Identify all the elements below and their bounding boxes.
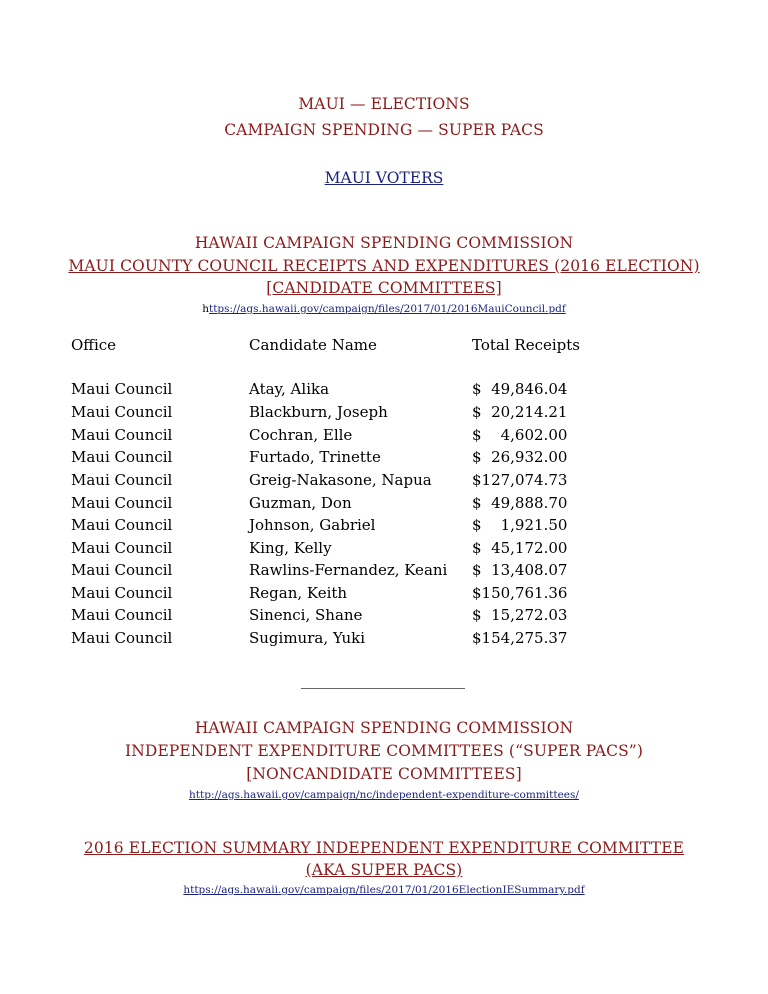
section2-title3: [NONCANDIDATE COMMITTEES] [246,765,522,783]
section1-title3: [CANDIDATE COMMITTEES] [266,279,502,297]
section3-title2: (AKA SUPER PACS) [305,861,463,879]
row-receipts: $ 1,921.50 [472,516,568,534]
section2-url-link[interactable]: http://ags.hawaii.gov/campaign/nc/independent-expenditure-committees/ [189,789,579,801]
maui-voters-link-wrap [0,169,768,187]
row-candidate: Sinenci, Shane [249,606,363,624]
row-candidate: Atay, Alika [249,380,330,398]
row-receipts: $ 49,846.04 [472,380,568,398]
row-candidate: Cochran, Elle [249,426,353,444]
row-office: Maui Council [71,494,173,512]
row-receipts: $ 20,214.21 [472,403,568,421]
row-receipts: $ 15,272.03 [472,606,568,624]
section-divider [301,688,465,689]
maui-voters-link[interactable]: MAUI VOTERS [324,169,444,187]
table-header-candidate: Candidate Name [249,336,377,354]
row-candidate: Sugimura, Yuki [249,629,366,647]
row-candidate: Rawlins-Fernandez, Keani [249,561,448,579]
row-receipts: $150,761.36 [472,584,568,602]
section1-url-link[interactable]: ttps://ags.hawaii.gov/campaign/files/2017/01/2016MauiCouncil.pdf [208,303,566,315]
row-office: Maui Council [71,403,173,421]
row-office: Maui Council [71,471,173,489]
row-candidate: Regan, Keith [249,584,348,602]
row-candidate: Guzman, Don [249,494,352,512]
row-office: Maui Council [71,426,173,444]
row-receipts: $127,074.73 [472,471,568,489]
row-candidate: Greig-Nakasone, Napua [249,471,432,489]
row-office: Maui Council [71,516,173,534]
row-receipts: $ 45,172.00 [472,539,568,557]
doc-title-line2: CAMPAIGN SPENDING — SUPER PACS [224,121,544,139]
row-receipts: $ 49,888.70 [472,494,568,512]
row-receipts: $154,275.37 [472,629,568,647]
row-office: Maui Council [71,561,173,579]
section1-url-wrap [0,303,768,315]
row-candidate: Furtado, Trinette [249,448,381,466]
section2-title1: HAWAII CAMPAIGN SPENDING COMMISSION [194,719,574,737]
row-receipts: $ 26,932.00 [472,448,568,466]
row-receipts: $ 13,408.07 [472,561,568,579]
section1-url-prefix: h [202,303,209,315]
table-header-office: Office [71,336,117,354]
row-office: Maui Council [71,629,173,647]
section3-title1: 2016 ELECTION SUMMARY INDEPENDENT EXPENDITURE COMMITTEE [83,839,685,857]
row-candidate: King, Kelly [249,539,332,557]
row-office: Maui Council [71,380,173,398]
row-candidate: Blackburn, Joseph [249,403,388,421]
doc-title-line1: MAUI — ELECTIONS [298,95,470,113]
section3-url-wrap [0,884,768,896]
section1-title2: MAUI COUNTY COUNCIL RECEIPTS AND EXPENDITURES (2016 ELECTION) [68,257,700,275]
section1-title1: HAWAII CAMPAIGN SPENDING COMMISSION [194,234,574,252]
row-candidate: Johnson, Gabriel [249,516,376,534]
table-header-receipts: Total Receipts [472,336,580,354]
section2-title2: INDEPENDENT EXPENDITURE COMMITTEES (“SUPER PACS”) [125,742,643,760]
row-office: Maui Council [71,584,173,602]
row-receipts: $ 4,602.00 [472,426,568,444]
row-office: Maui Council [71,539,173,557]
row-office: Maui Council [71,606,173,624]
section3-url-link[interactable]: https://ags.hawaii.gov/campaign/files/2017/01/2016ElectionIESummary.pdf [183,884,585,896]
row-office: Maui Council [71,448,173,466]
section2-url-wrap [0,789,768,801]
